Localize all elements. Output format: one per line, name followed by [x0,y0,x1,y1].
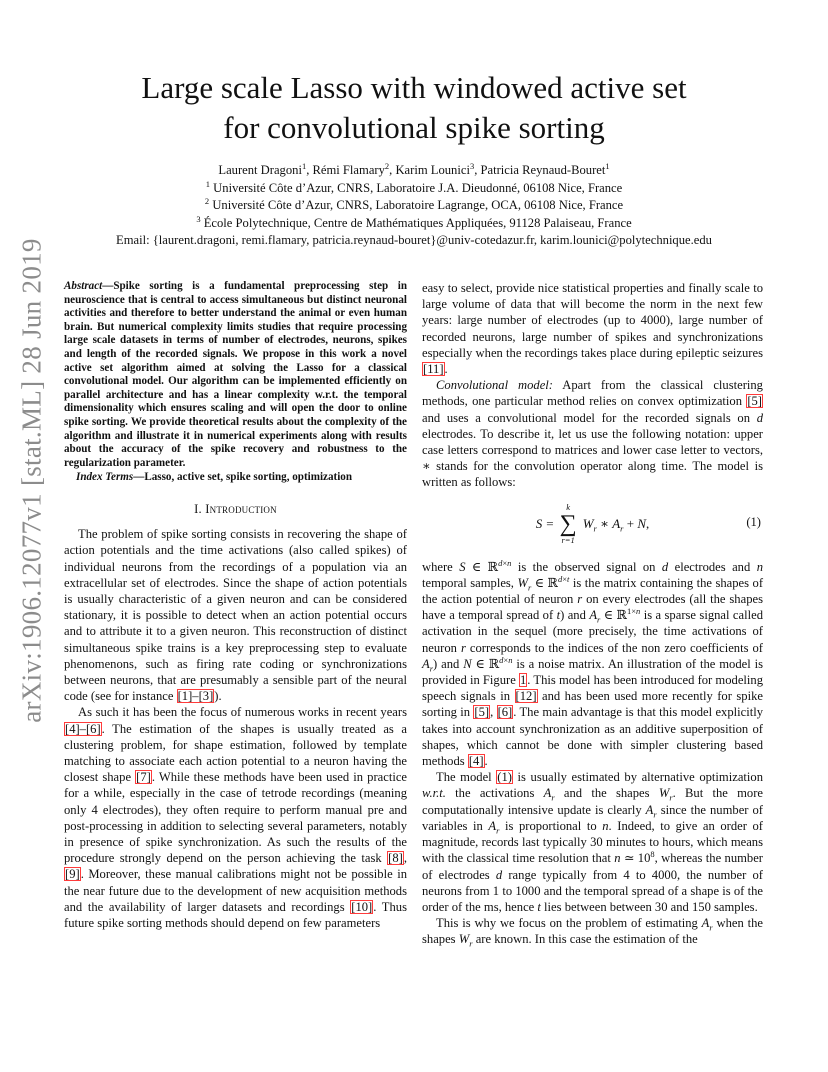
text-run: Apart from the classical clustering methods, one particular method relies on convex optimization [422,378,763,409]
text-run: The model [436,770,497,785]
author-name: Laurent Dragoni [218,163,302,177]
affiliation-line [60,180,768,198]
abstract [64,280,407,470]
citation-link[interactable]: [10] [351,899,373,914]
focus-paragraph: This is why we focus on the problem of estimating $A_r$ when the shapes $W_r$ are known. In this case the estimation of the [422,916,763,949]
subsection-heading: Convolutional model: [436,378,553,393]
text-run: is a sparse signal called activation in the sequel (more precisely, the time activations of neuron [422,608,763,655]
text-run: . But the more computationally intensive update is clearly [422,786,763,817]
author-affiliation-mark: 2 [384,161,390,171]
text-run: and has been used more recently for spike sorting in [422,689,763,720]
text-run: is a noise matrix. An illustration of the model is provided in Figure [422,656,763,688]
text-run: . Indeed, to give an order of magnitude, records last typically 30 minutes to hours, which means with the classical time resolution that [422,818,763,866]
left-column [64,280,407,931]
text-run: . [444,362,448,377]
text-run: , whereas the number of electrodes [422,851,763,882]
citation-link[interactable]: [6] [497,705,513,720]
title-line-1: Large scale Lasso with windowed active set [141,70,687,105]
text-run: the activations [445,786,544,801]
affiliation-mark: 3 [196,213,201,224]
title-line-2: for convolutional spike sorting [223,110,605,145]
intro-paragraph-3 [422,280,763,377]
text-run: and the shapes [554,786,659,801]
text-run: temporal samples, [422,575,518,590]
text-run: . Thus future spike sorting methods should depend on few parameters [64,899,407,930]
citation-link[interactable]: [5] [747,394,762,409]
text-run: . While these methods have been used in practice for a while, especially in the case of tetrode recordings (meaning only 4 electrodes), they often require to perform manual pre and post-processing in addition to selecting several parameters, notably in presence of spike synchronization. As such the results of the procedure strongly depend on the person achieving the task [64,770,407,866]
citation-link[interactable]: [5] [474,705,490,720]
affiliation-text: Université Côte d’Azur, CNRS, Laboratoire J.A. Dieudonné, 06108 Nice, France [213,180,623,195]
email-line: Email: {laurent.dragoni, remi.flamary, patricia.reynaud-bouret}@univ-cotedazur.fr, karim.lounici@polytechnique.edu [116,233,712,247]
text-run: . [484,754,488,769]
estimation-paragraph: The model (1) is usually estimated by alternative optimization w.r.t. the activations $A_r$ and the shapes $W_r$. But the more computationally intensive update is clearly $A_r$ since the number of variables in $A_r$ is proportional to n. Indeed, to give an order of magnitude, records last typically 30 minutes to hours, which means with the classical time resolution that n ≃ $10^8$, whereas the number of electrodes d range typically from 4 to 4000, the number of neurons from 1 to 1000 and the temporal spread of a shape is of the order of the ms, hence t lies between between 30 and 150 samples. [422,770,764,914]
section-heading-introduction: I. Introduction [194,501,277,516]
citation-link[interactable]: [11] [423,362,444,377]
citation-link[interactable]: [4] [468,754,484,769]
index-terms-label: Index Terms [76,471,134,484]
text-run: electrodes and [668,559,757,574]
text-run: on every electrodes (all the shapes have a temporal spread of [422,592,763,623]
author-name: Patricia Reynaud-Bouret [480,163,606,177]
equation-1 [422,495,763,553]
index-terms-text: —Lasso, active set, spike sorting, optimization [133,471,353,484]
text-run: . The estimation of the shapes is usually treated as a clustering problem, for shape estimation, followed by template matching to associate each action potential to a neuron having the closest shape [64,721,407,785]
text-run: is proportional to [499,818,603,833]
text-run: when the shapes [422,916,763,947]
intro-paragraph-2: As such it has been the focus of numerous works in recent years [4]–[6]. The estimation of the shapes is usually treated as a clustering problem, for shape estimation, followed by template matching to associate each action potential to a neuron having the closest shape [7]. While these methods have been used in practice for a while, especially in the case of tetrode recordings (meaning only 4 electrodes), they often require to perform manual pre and post-processing in addition to selecting several parameters, notably in presence of spike synchronization. As such the results of the procedure strongly depend on the person achieving the task [8], [9]. Moreover, these manual calibrations might not be possible in the near future due to the development of new acquisition methods and the availability of larger datasets and recordings [10]. Thus future spike sorting methods should depend on few parameters [64,705,407,930]
arxiv-id-text: arXiv:1906.12077v1 [stat.ML] 28 Jun 2019 [16,237,47,723]
equation-number: (1) [746,514,761,529]
text-run: since the number of variables in [422,802,763,833]
arxiv-identifier-stamp [14,237,50,723]
text-run: range typically from 4 to 4000, the number of neurons from 1 to 1000 and the temporal spread of a shape is of the order of the ms, hence [422,867,764,914]
text-run: This is why we focus on the problem of estimating [436,916,702,931]
citation-link[interactable]: [8] [388,851,403,866]
right-column [422,280,763,948]
author-name: Karim Lounici [395,163,470,177]
equation-reference-link[interactable]: (1) [497,770,512,785]
authors-block [60,162,768,250]
citation-link[interactable]: [9] [65,867,80,882]
citation-link[interactable]: [4]–[6] [65,721,101,736]
text-run: easy to select, provide nice statistical properties and finally scale to large volume of data that will become the norm in the next few years: large number of electrodes (up to 4000), large number of recorded neurons, large number of spikes and synchronizations especially when the recordings takes place during epileptic seizures [422,281,763,360]
text-run: corresponds to the indices of the non zero coefficients of [465,640,763,655]
text-run: are known. In this case the estimation of the [472,932,698,947]
affiliation-text: École Polytechnique, Centre de Mathématiques Appliquées, 91128 Palaiseau, France [203,215,632,230]
text-run: . Moreover, these manual calibrations might not be possible in the near future due to the development of new acquisition methods and the availability of larger datasets and recordings [64,867,407,914]
convolutional-model-paragraph: Convolutional model: Apart from the classical clustering methods, one particular method relies on convex optimization [5] and uses a convolutional model for the recorded signals on d electrodes. To describe it, let us use the following notation: upper case letters correspond to matrices and lower case letter to vectors, ∗ stands for the convolution operator along time. The model is written as follows: [422,378,763,490]
text-run: ) and [433,656,464,671]
citation-link[interactable]: [12] [515,689,537,704]
abstract-label: Abstract [64,280,103,292]
text-run: lies between between 30 and 150 samples. [540,899,758,914]
author-affiliation-mark: 3 [469,161,475,171]
text-run: ) and [560,608,590,623]
text-run: and uses a convolutional model for the recorded signals on [422,410,757,425]
citation-link[interactable]: [7] [136,770,151,785]
figure-reference-link[interactable]: 1 [519,673,527,688]
affiliation-text: Université Côte d’Azur, CNRS, Laboratoire Lagrange, OCA, 06108 Nice, France [212,198,624,212]
model-description-paragraph: where S ∈ ℝ$^{d\times n}$ is the observed signal on d electrodes and n temporal samples, $W_r$ ∈ ℝ$^{d\times t}$ is the matrix containing the shapes of the action potential of neuron r on every electrodes (all the shapes have a temporal spread of t) and $A_r$ ∈ ℝ$^{1\times n}$ is a sparse signal called activation in the sequel (more precisely, the time activations of neuron r corresponds to the indices of the non zero coefficients of $A_r$) and N ∈ ℝ$^{d\times n}$ is a noise matrix. An illustration of the model is provided in Figure 1. This model has been introduced for modeling speech signals in [12] and has been used more recently for spike sorting in [5], [6]. The main advantage is that this model explicitly takes into account synchronization as an additive superposition of shapes, which cannot be done with simpler clustering based methods [4]. [422,557,764,769]
text-run: where [422,559,460,574]
author-affiliation-mark: 1 [605,161,610,171]
text-run: is the observed signal on [511,559,662,574]
text-run: As such it has been the focus of numerous works in recent years [78,705,407,720]
summation-symbol: k ∑ r=1 [559,502,577,545]
text-run: ). [214,689,222,704]
text-run: electrodes. To describe it, let us use the following notation: upper case letters correspond to matrices and lower case letter to vectors, ∗ stands for the convolution operator along time. The model is written as follows: [422,426,763,490]
affiliation-line [60,197,768,215]
citation-link[interactable]: [1]–[3] [177,689,214,704]
text-run: . This model has been introduced for modeling speech signals in [422,673,763,704]
author-affiliation-mark: 1 [301,161,307,171]
paper-title [80,68,748,148]
text-run: is the matrix containing the shapes of the action potential of neuron [422,575,764,607]
abstract-text: —Spike sorting is a fundamental preprocessing step in neuroscience that is central to access simultaneous but distinct neuronal activities and therefore to better understand the animal or even human brain. But numerical complexity limits studies that require processing large scale datasets in terms of number of electrodes, neurons, spikes and length of the recorded signals. We propose in this work a novel active set algorithm aimed at solving the Lasso for a classical convolutional model. Our algorithm can be implemented efficiently on parallel architecture and has a linear complexity w.r.t. the temporal dimensionality which ensures scaling and will open the door to online spike sorting. We provide theoretical results about the complexity of the algorithm and illustrate it in numerical experiments along with results about the accuracy of the spike recovery and robustness to the regularization parameter. [64,280,407,469]
text-run: The problem of spike sorting consists in recovering the shape of action potentials and the time activations (also called spikes) of individual neurons from the recordings of a population via an extracellular set of electrodes. Since the shape of action potentials is usually characteristic of a given neuron and can be considered stationary, it is possible to detect when an action potential occurs and to attribute it to a given neuron. This reconstruction of distinct simultaneous spike trains is a key preprocessing step to evaluate phenomenons, such as firing rate coding or synchronizations between neurons, that are presumably a sensible part of the neural code (see for instance [64,527,407,704]
affiliation-mark: 1 [205,178,211,189]
author-list: Laurent Dragoni$^1$, Rémi Flamary$^2$, Karim Lounici$^3$, Patricia Reynaud-Bouret$^1$ [218,161,610,177]
equation-body: S = k ∑ r=1 $W_r$ ∗ $A_r + N$, [535,502,650,545]
index-terms [64,471,407,485]
text-run: . The main advantage is that this model explicitly takes into account synchronization as an additive superposition of shapes, which cannot be done with simpler clustering based methods [422,705,764,769]
affiliation-line [60,215,768,233]
text-run: is usually estimated by alternative optimization [512,770,763,785]
affiliation-mark: 2 [204,196,210,206]
text-run: w.r.t. [422,786,446,801]
author-name: Rémi Flamary [312,163,385,177]
intro-paragraph-1 [64,526,407,704]
